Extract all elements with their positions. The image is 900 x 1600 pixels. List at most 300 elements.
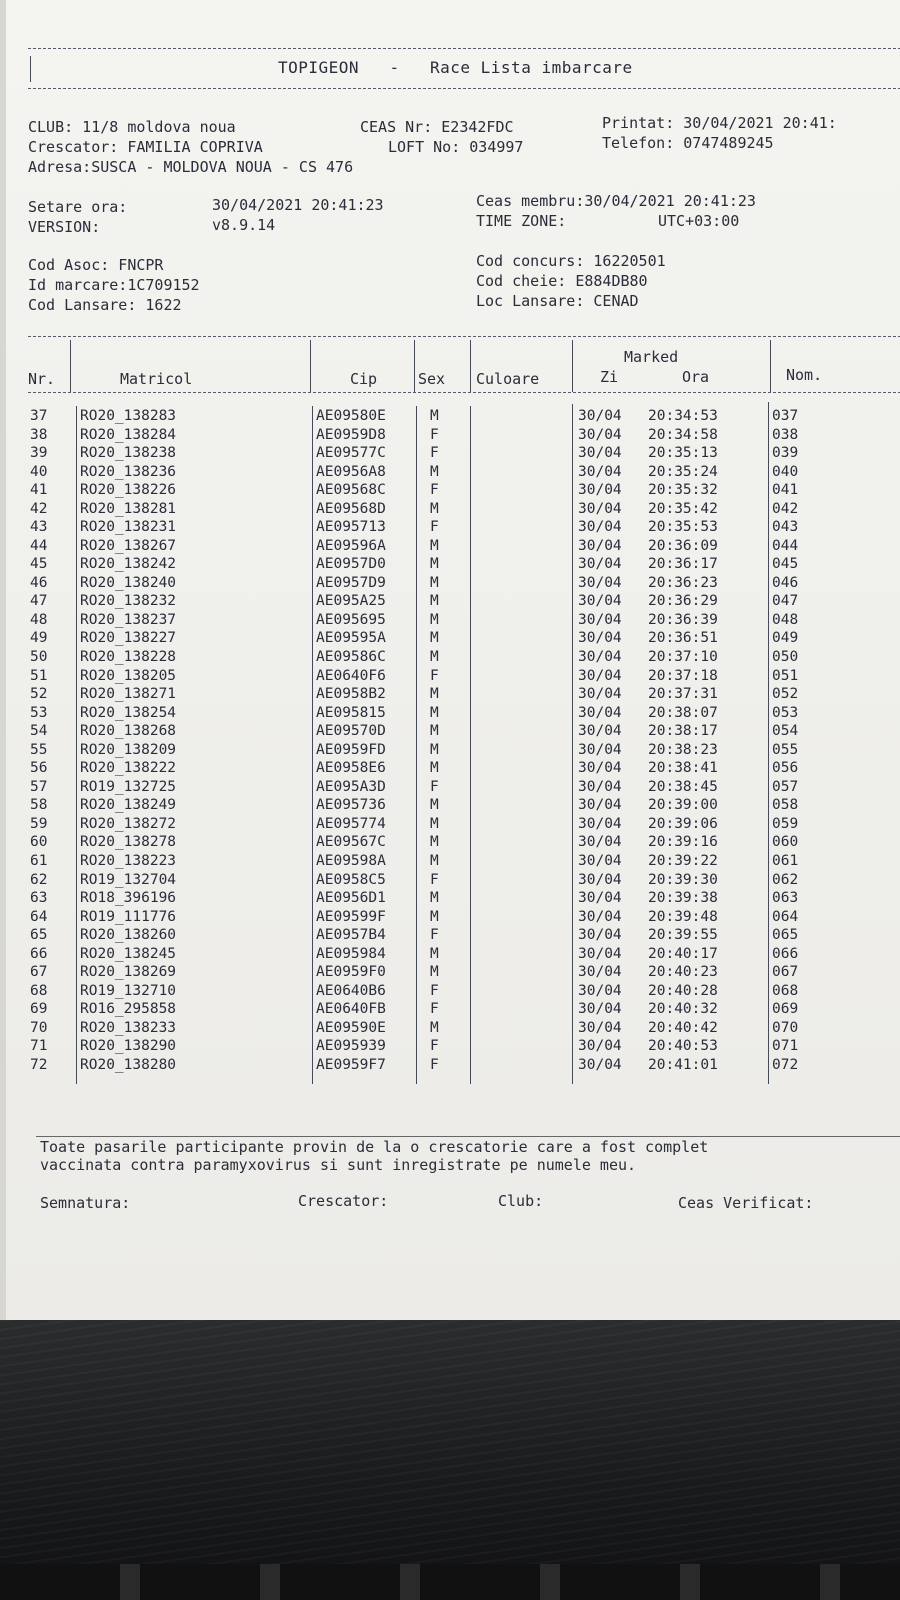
row-cip: AE09595A [316,630,386,647]
cod-lansare: Cod Lansare: 1622 [28,296,182,314]
row-number: 45 [30,556,48,573]
row-number: 41 [30,482,48,499]
table-row [6,705,900,723]
row-number: 70 [30,1019,48,1036]
row-cip: AE09599F [316,908,386,925]
row-number: 62 [30,871,48,888]
row-ora: 20:38:23 [648,741,718,758]
row-matricol: RO19_132710 [80,982,177,999]
row-nom: 060 [772,834,799,851]
table-row [6,742,900,760]
row-nom: 052 [772,686,799,703]
row-number: 52 [30,686,48,703]
table-row [6,964,900,982]
row-number: 56 [30,760,48,777]
row-sex: M [430,797,439,814]
loc-lansare: Loc Lansare: CENAD [476,292,639,310]
row-zi: 30/04 [578,1019,622,1036]
row-matricol: RO20_138249 [80,797,177,814]
setare-ora-value: 30/04/2021 20:41:23 [212,196,384,214]
row-matricol: RO20_138231 [80,519,177,536]
row-cip: AE095984 [316,945,386,962]
row-zi: 30/04 [578,723,622,740]
row-number: 47 [30,593,48,610]
col-header-nr: Nr. [28,370,56,388]
row-sex: M [430,834,439,851]
row-sex: F [430,519,439,536]
table-row [6,593,900,611]
row-matricol: RO20_138254 [80,704,177,721]
row-zi: 30/04 [578,945,622,962]
row-zi: 30/04 [578,704,622,721]
row-sex: M [430,945,439,962]
title-left-border [30,56,31,82]
version-value: v8.9.14 [212,216,276,234]
table-row [6,909,900,927]
crescator-signature-label: Crescator: [298,1192,389,1210]
row-zi: 30/04 [578,815,622,832]
row-nom: 068 [772,982,799,999]
row-sex: M [430,630,439,647]
col-header-zi: Zi [600,368,619,386]
row-matricol: RO20_138238 [80,445,177,462]
row-sex: M [430,556,439,573]
row-nom: 043 [772,519,799,536]
row-ora: 20:39:22 [648,852,718,869]
table-row [6,797,900,815]
row-matricol: RO16_295858 [80,1001,177,1018]
signature-label: Semnatura: [40,1194,131,1212]
row-matricol: RO19_111776 [80,908,177,925]
row-zi: 30/04 [578,890,622,907]
row-cip: AE0959FD [316,741,386,758]
row-nom: 062 [772,871,799,888]
row-sex: M [430,686,439,703]
row-ora: 20:40:32 [648,1001,718,1018]
row-cip: AE09567C [316,834,386,851]
row-matricol: RO20_138222 [80,760,177,777]
row-cip: AE0958B2 [316,686,386,703]
row-sex: M [430,741,439,758]
row-matricol: RO20_138269 [80,964,177,981]
row-cip: AE095774 [316,815,386,832]
row-number: 43 [30,519,48,536]
row-number: 69 [30,1001,48,1018]
row-ora: 20:40:28 [648,982,718,999]
row-nom: 061 [772,852,799,869]
header-divider-nr [70,340,71,392]
row-cip: AE095939 [316,1038,386,1055]
row-ora: 20:39:55 [648,927,718,944]
cod-asoc: Cod Asoc: FNCPR [28,256,164,274]
row-number: 55 [30,741,48,758]
row-sex: M [430,500,439,517]
table-row [6,946,900,964]
cod-concurs: Cod concurs: 16220501 [476,252,666,270]
row-sex: M [430,408,439,424]
row-sex: M [430,964,439,981]
row-zi: 30/04 [578,871,622,888]
row-matricol: RO20_138242 [80,556,177,573]
vaccination-statement-line-2: vaccinata contra paramyxovirus si sunt inregistrate pe numele meu. [40,1156,637,1174]
row-matricol: RO20_138267 [80,537,177,554]
table-row [6,519,900,537]
table-row [6,760,900,778]
row-zi: 30/04 [578,408,622,424]
row-nom: 039 [772,445,799,462]
row-zi: 30/04 [578,519,622,536]
row-number: 63 [30,890,48,907]
row-number: 38 [30,426,48,443]
row-matricol: RO20_138283 [80,408,177,424]
row-cip: AE095A25 [316,593,386,610]
row-sex: M [430,463,439,480]
row-sex: F [430,982,439,999]
row-nom: 067 [772,964,799,981]
row-sex: F [430,871,439,888]
row-ora: 20:34:53 [648,408,718,424]
row-matricol: RO20_138280 [80,1056,177,1073]
table-row [6,556,900,574]
row-matricol: RO20_138226 [80,482,177,499]
row-zi: 30/04 [578,537,622,554]
row-ora: 20:39:00 [648,797,718,814]
row-zi: 30/04 [578,1001,622,1018]
row-number: 37 [30,408,48,424]
table-row [6,816,900,834]
row-ora: 20:38:07 [648,704,718,721]
row-cip: AE09580E [316,408,386,424]
row-cip: AE0958E6 [316,760,386,777]
row-cip: AE095815 [316,704,386,721]
row-matricol: RO20_138278 [80,834,177,851]
row-ora: 20:35:24 [648,463,718,480]
row-zi: 30/04 [578,667,622,684]
table-row [6,501,900,519]
timezone-label: TIME ZONE: [476,212,567,230]
row-ora: 20:36:09 [648,537,718,554]
col-header-cip: Cip [350,370,378,388]
row-zi: 30/04 [578,445,622,462]
table-row [6,779,900,797]
row-sex: F [430,1038,439,1055]
row-cip: AE0958C5 [316,871,386,888]
row-cip: AE09586C [316,649,386,666]
row-number: 51 [30,667,48,684]
row-zi: 30/04 [578,852,622,869]
table-row [6,445,900,463]
row-cip: AE0957D0 [316,556,386,573]
row-ora: 20:40:42 [648,1019,718,1036]
row-nom: 070 [772,1019,799,1036]
row-zi: 30/04 [578,778,622,795]
row-nom: 056 [772,760,799,777]
row-zi: 30/04 [578,927,622,944]
row-cip: AE09577C [316,445,386,462]
row-ora: 20:39:06 [648,815,718,832]
row-zi: 30/04 [578,556,622,573]
row-zi: 30/04 [578,574,622,591]
row-cip: AE09598A [316,852,386,869]
row-sex: F [430,927,439,944]
row-number: 60 [30,834,48,851]
loft-number: LOFT No: 034997 [388,138,524,156]
row-matricol: RO19_132704 [80,871,177,888]
row-matricol: RO20_138260 [80,927,177,944]
row-sex: M [430,723,439,740]
row-cip: AE09568D [316,500,386,517]
row-nom: 071 [772,1038,799,1055]
row-cip: AE0957D9 [316,574,386,591]
row-zi: 30/04 [578,1056,622,1073]
row-matricol: RO20_138281 [80,500,177,517]
row-matricol: RO20_138272 [80,815,177,832]
row-cip: AE09570D [316,723,386,740]
row-ora: 20:35:32 [648,482,718,499]
row-matricol: RO20_138268 [80,723,177,740]
row-number: 72 [30,1056,48,1073]
table-row [6,1038,900,1056]
setare-ora-label: Setare ora: [28,198,128,216]
row-cip: AE09596A [316,537,386,554]
row-sex: M [430,649,439,666]
row-number: 39 [30,445,48,462]
row-nom: 054 [772,723,799,740]
title-bottom-border [28,88,900,89]
row-zi: 30/04 [578,500,622,517]
row-nom: 063 [772,890,799,907]
col-header-ora: Ora [682,368,710,386]
address: Adresa:SUSCA - MOLDOVA NOUA - CS 476 [28,158,354,176]
row-nom: 041 [772,482,799,499]
table-row [6,834,900,852]
row-matricol: RO20_138205 [80,667,177,684]
row-sex: M [430,852,439,869]
version-label: VERSION: [28,218,101,236]
row-number: 49 [30,630,48,647]
row-sex: F [430,1056,439,1073]
table-row [6,1001,900,1019]
row-cip: AE0959F7 [316,1056,386,1073]
table-row [6,927,900,945]
row-zi: 30/04 [578,611,622,628]
row-sex: F [430,445,439,462]
row-number: 50 [30,649,48,666]
row-sex: F [430,667,439,684]
table-row [6,872,900,890]
row-ora: 20:36:51 [648,630,718,647]
printed-timestamp: Printat: 30/04/2021 20:41: [602,114,837,132]
row-sex: M [430,760,439,777]
row-ora: 20:37:18 [648,667,718,684]
row-nom: 045 [772,556,799,573]
row-nom: 053 [772,704,799,721]
row-cip: AE0959F0 [316,964,386,981]
row-sex: M [430,593,439,610]
row-matricol: RO20_138236 [80,463,177,480]
row-number: 58 [30,797,48,814]
timezone-value: UTC+03:00 [658,212,740,230]
row-number: 54 [30,723,48,740]
row-sex: M [430,815,439,832]
row-matricol: RO20_138232 [80,593,177,610]
table-row [6,853,900,871]
row-zi: 30/04 [578,463,622,480]
row-number: 42 [30,500,48,517]
header-divider-cip [414,340,415,392]
table-row [6,649,900,667]
footer-divider [36,1136,900,1137]
table-row [6,538,900,556]
row-ora: 20:36:39 [648,611,718,628]
row-ora: 20:40:53 [648,1038,718,1055]
col-header-sex: Sex [418,370,446,388]
row-ora: 20:39:38 [648,890,718,907]
row-number: 68 [30,982,48,999]
row-nom: 057 [772,778,799,795]
row-zi: 30/04 [578,649,622,666]
table-row [6,464,900,482]
row-zi: 30/04 [578,630,622,647]
row-matricol: RO20_138240 [80,574,177,591]
row-cip: AE095713 [316,519,386,536]
row-ora: 20:41:01 [648,1056,718,1073]
row-nom: 058 [772,797,799,814]
row-matricol: RO20_138233 [80,1019,177,1036]
row-matricol: RO18_396196 [80,890,177,907]
row-nom: 072 [772,1056,799,1073]
row-number: 65 [30,927,48,944]
ceas-membru: Ceas membru:30/04/2021 20:41:23 [476,192,756,210]
row-ora: 20:34:58 [648,426,718,443]
id-marcare: Id marcare:1C709152 [28,276,200,294]
row-number: 46 [30,574,48,591]
row-nom: 066 [772,945,799,962]
ceas-verificat-label: Ceas Verificat: [678,1194,814,1212]
table-row [6,408,900,426]
row-sex: M [430,890,439,907]
table-row [6,983,900,1001]
row-nom: 059 [772,815,799,832]
vaccination-statement-line-1: Toate pasarile participante provin de la o crescatorie care a fost complet [40,1138,709,1156]
row-nom: 044 [772,537,799,554]
row-nom: 049 [772,630,799,647]
row-sex: F [430,1001,439,1018]
row-cip: AE095736 [316,797,386,814]
table-row [6,1057,900,1075]
row-matricol: RO20_138227 [80,630,177,647]
phone-number: Telefon: 0747489245 [602,134,774,152]
ceas-number: CEAS Nr: E2342FDC [360,118,514,136]
row-ora: 20:36:17 [648,556,718,573]
row-number: 44 [30,537,48,554]
row-zi: 30/04 [578,1038,622,1055]
bottom-edge-strip [0,1564,900,1600]
row-nom: 051 [772,667,799,684]
row-number: 40 [30,463,48,480]
row-number: 59 [30,815,48,832]
row-sex: M [430,1019,439,1036]
row-nom: 037 [772,408,799,424]
row-ora: 20:36:29 [648,593,718,610]
row-sex: M [430,611,439,628]
row-matricol: RO20_138228 [80,649,177,666]
cod-cheie: Cod cheie: E884DB80 [476,272,648,290]
row-cip: AE09590E [316,1019,386,1036]
row-ora: 20:38:17 [648,723,718,740]
row-ora: 20:37:10 [648,649,718,666]
row-matricol: RO20_138271 [80,686,177,703]
header-divider-culoare [572,340,573,392]
row-zi: 30/04 [578,686,622,703]
table-row [6,686,900,704]
header-divider-matricol [310,340,311,392]
row-zi: 30/04 [578,482,622,499]
club-label: CLUB: 11/8 moldova noua [28,118,236,136]
row-number: 66 [30,945,48,962]
row-cip: AE0957B4 [316,927,386,944]
row-ora: 20:39:16 [648,834,718,851]
row-zi: 30/04 [578,908,622,925]
row-nom: 046 [772,574,799,591]
row-zi: 30/04 [578,982,622,999]
row-zi: 30/04 [578,741,622,758]
header-divider-marked [770,340,771,392]
row-sex: F [430,778,439,795]
table-row [6,630,900,648]
row-nom: 065 [772,927,799,944]
table-header-bottom-border [28,392,900,393]
col-header-marked: Marked [624,348,679,366]
row-nom: 038 [772,426,799,443]
row-nom: 047 [772,593,799,610]
header-divider-sex [470,340,471,392]
row-cip: AE0959D8 [316,426,386,443]
row-ora: 20:37:31 [648,686,718,703]
table-row [6,612,900,630]
row-ora: 20:38:45 [648,778,718,795]
row-ora: 20:38:41 [648,760,718,777]
row-zi: 30/04 [578,426,622,443]
row-ora: 20:35:13 [648,445,718,462]
row-ora: 20:39:48 [648,908,718,925]
table-row [6,1020,900,1038]
row-ora: 20:40:17 [648,945,718,962]
table-row [6,427,900,445]
row-ora: 20:36:23 [648,574,718,591]
row-number: 71 [30,1038,48,1055]
table-row [6,890,900,908]
row-sex: M [430,537,439,554]
row-nom: 042 [772,500,799,517]
row-cip: AE0640B6 [316,982,386,999]
row-cip: AE09568C [316,482,386,499]
row-zi: 30/04 [578,797,622,814]
row-sex: M [430,574,439,591]
row-matricol: RO20_138237 [80,611,177,628]
page-title: TOPIGEON - Race Lista imbarcare [278,58,633,77]
row-number: 53 [30,704,48,721]
table-row [6,575,900,593]
row-nom: 050 [772,649,799,666]
row-nom: 069 [772,1001,799,1018]
col-header-matricol: Matricol [120,370,193,388]
row-matricol: RO20_138223 [80,852,177,869]
row-cip: AE095695 [316,611,386,628]
table-header-top-border [28,336,900,337]
row-nom: 048 [772,611,799,628]
club-signature-label: Club: [498,1192,544,1210]
